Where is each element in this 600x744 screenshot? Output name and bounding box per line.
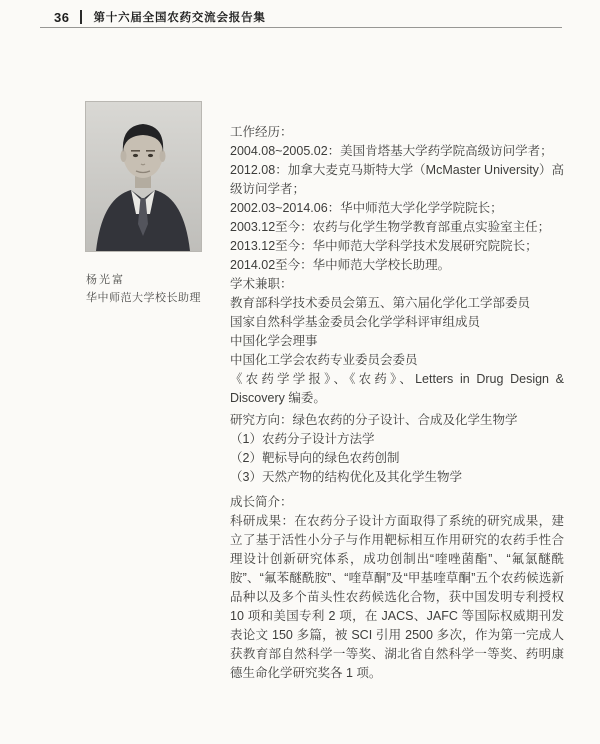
- bio-paragraph: 中国化学会理事: [230, 334, 318, 348]
- bio-heading-career-intro: 成长简介：: [230, 495, 293, 509]
- bio-paragraph: 2003.12至今：农药与化学生物学教育部重点实验室主任；: [230, 220, 551, 234]
- bio-paragraph: 2013.12至今：华中师范大学科学技术发展研究院院长；: [230, 239, 538, 253]
- bio-text: [230, 123, 564, 683]
- bio-paragraph: 《农药学学报》、《农药》、Letters in Drug Design & Discovery 编委。: [230, 372, 564, 405]
- page-header: [54, 9, 266, 25]
- header-divider: [80, 10, 82, 24]
- bio-heading-academic-posts: 学术兼职：: [230, 277, 293, 291]
- bio-paragraph: 2002.03~2014.06：华中师范大学化学学院院长；: [230, 201, 503, 215]
- bio-paragraph: 教育部科学技术委员会第五、第六届化学化工学部委员: [230, 296, 531, 310]
- header-rule: [40, 27, 562, 28]
- page-number: 36: [54, 9, 70, 25]
- bio-paragraph: 国家自然科学基金委员会化学学科评审组成员: [230, 315, 481, 329]
- bio-paragraph: 2014.02至今：华中师范大学校长助理。: [230, 258, 451, 272]
- bio-paragraph: 科研成果：在农药分子设计方面取得了系统的研究成果，建立了基于活性小分子与作用靶标相互作用研究的农药手性合理设计创新研究体系，成功创制出“喹唑菌酯”、“氟氯醚酰胺”、“氟苯醚酰胺”、“喹草酮”及“甲基喹草酮”五个农药候选新品种以及多个苗头性农药候选化合物，获中国发明专利授权 10 项和美国专利 2 项，在 JACS、JAFC 等国际权威期刊发表论文 150 多篇，被 SCI 引用 2500 多次，作为第一完成人获教育部自然科学一等奖、湖北省自然科学一等奖、药明康德生命化学研究奖各 1 项。: [230, 514, 564, 680]
- bio-paragraph: 2004.08~2005.02：美国肯塔基大学药学院高级访问学者；: [230, 144, 553, 158]
- bio-heading-research-direction: 研究方向：绿色农药的分子设计、合成及化学生物学: [230, 413, 518, 427]
- bio-paragraph: （1）农药分子设计方法学: [230, 432, 375, 446]
- bio-paragraph: （2）靶标导向的绿色农药创制: [230, 451, 400, 465]
- bio-paragraph: 中国化工学会农药专业委员会委员: [230, 353, 418, 367]
- profile-title: 华中师范大学校长助理: [86, 292, 201, 304]
- portrait-photo: [86, 102, 201, 251]
- portrait-photo-graphic: [86, 102, 201, 251]
- bio-paragraph: 2012.08：加拿大麦克马斯特大学（McMaster University）高级访问学者；: [230, 163, 564, 196]
- bio-heading-work-experience: 工作经历：: [230, 125, 293, 139]
- bio-paragraph: （3）天然产物的结构优化及其化学生物学: [230, 470, 462, 484]
- profile-name: 杨光富: [86, 274, 125, 286]
- book-title: 第十六届全国农药交流会报告集: [93, 12, 266, 24]
